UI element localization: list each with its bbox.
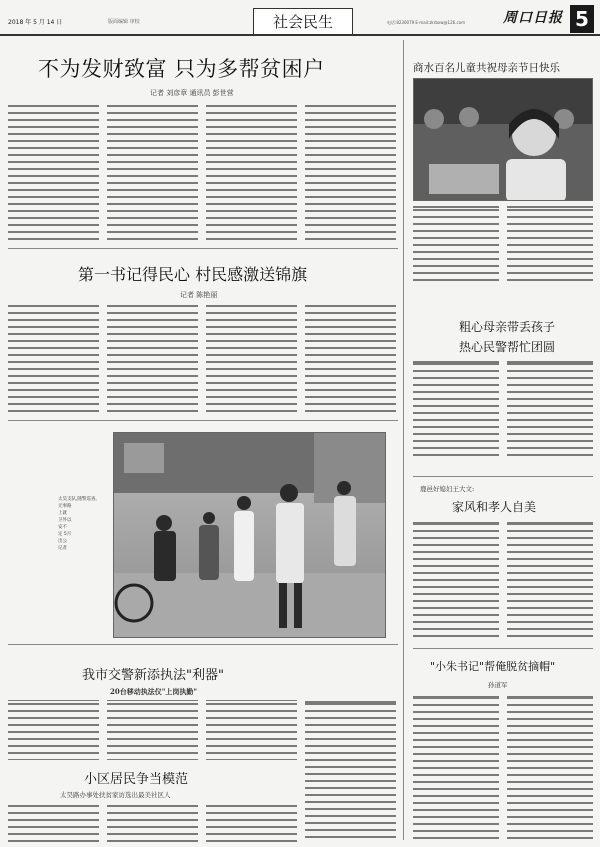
right-family-col2 — [507, 520, 593, 640]
photo-caption: 太昊支队,随警巡查。 无事路 上就 卫外以 安不 定 5月 出公 记者 — [58, 497, 100, 551]
contact-info: 电话:8230079 E-mail:zkrbxw@126.com — [387, 20, 466, 25]
children-photo — [413, 78, 593, 201]
right-top-col2 — [507, 206, 593, 286]
story-col-right — [305, 700, 396, 842]
page-number: 5 — [570, 5, 594, 33]
masthead-logo: 周口日报 — [503, 10, 563, 26]
story2-col1 — [8, 302, 99, 412]
story2-col3 — [206, 302, 297, 412]
story2-title: 第一书记得民心 村民感激送锦旗 — [78, 265, 308, 284]
section-title: 社会民生 — [253, 8, 353, 34]
column-divider — [403, 40, 404, 840]
right-bottom-col2 — [507, 694, 593, 842]
street-scene-photo — [113, 432, 386, 638]
story4-col3 — [206, 802, 297, 842]
page-header — [0, 0, 600, 36]
section-divider — [8, 644, 398, 645]
story3-col1 — [8, 700, 99, 760]
main-story-col1 — [8, 102, 99, 242]
story4-subtitle: 太昊路办事处扶贫家访选出最美社区人 — [60, 791, 171, 799]
right-top-col1 — [413, 206, 499, 286]
story2-col4 — [305, 302, 396, 412]
right-family-col1 — [413, 520, 499, 640]
right-bottom-byline: 孙道军 — [488, 681, 508, 689]
story3-col2 — [107, 700, 198, 760]
main-story-title: 不为发财致富 只为多帮贫困户 — [38, 57, 325, 81]
story3-subtitle: 20台移动执法仪"上岗执勤" — [110, 687, 198, 696]
right-mid-title-line1: 粗心母亲带丢孩子 — [458, 320, 555, 334]
story4-col1 — [8, 802, 99, 842]
right-bottom-title: "小朱书记"帮俺脱贫摘帽" — [430, 660, 556, 673]
issue-date: 2018 年 5 月 14 日 — [8, 19, 63, 26]
section-divider — [8, 248, 398, 249]
editors-line: 版面编辑 审校 — [108, 19, 140, 25]
main-story-col2 — [107, 102, 198, 242]
right-top-title: 商水百名儿童共祝母亲节日快乐 — [413, 62, 560, 74]
story4-col2 — [107, 802, 198, 842]
story2-byline: 记者 陈艳丽 — [180, 291, 218, 299]
right-family-kicker: 鹿邑好媳妇王大文: — [420, 485, 475, 493]
section-divider — [413, 648, 593, 649]
right-mid-col2 — [507, 360, 593, 460]
main-story-col3 — [206, 102, 297, 242]
right-family-title: 家风和孝人自美 — [452, 500, 537, 514]
right-mid-title-line2: 热心民警帮忙团圆 — [458, 340, 555, 354]
main-story-byline: 记者 刘彦章 通讯员 彭世营 — [150, 89, 234, 97]
story4-title: 小区居民争当模范 — [84, 772, 189, 787]
right-bottom-col1 — [413, 694, 499, 842]
story3-title: 我市交警新添执法"利器" — [82, 668, 224, 683]
story3-col3 — [206, 700, 297, 760]
right-mid-col1 — [413, 360, 499, 460]
section-divider — [413, 476, 593, 477]
main-story-col4 — [305, 102, 396, 242]
story2-col2 — [107, 302, 198, 412]
section-divider — [8, 420, 398, 421]
